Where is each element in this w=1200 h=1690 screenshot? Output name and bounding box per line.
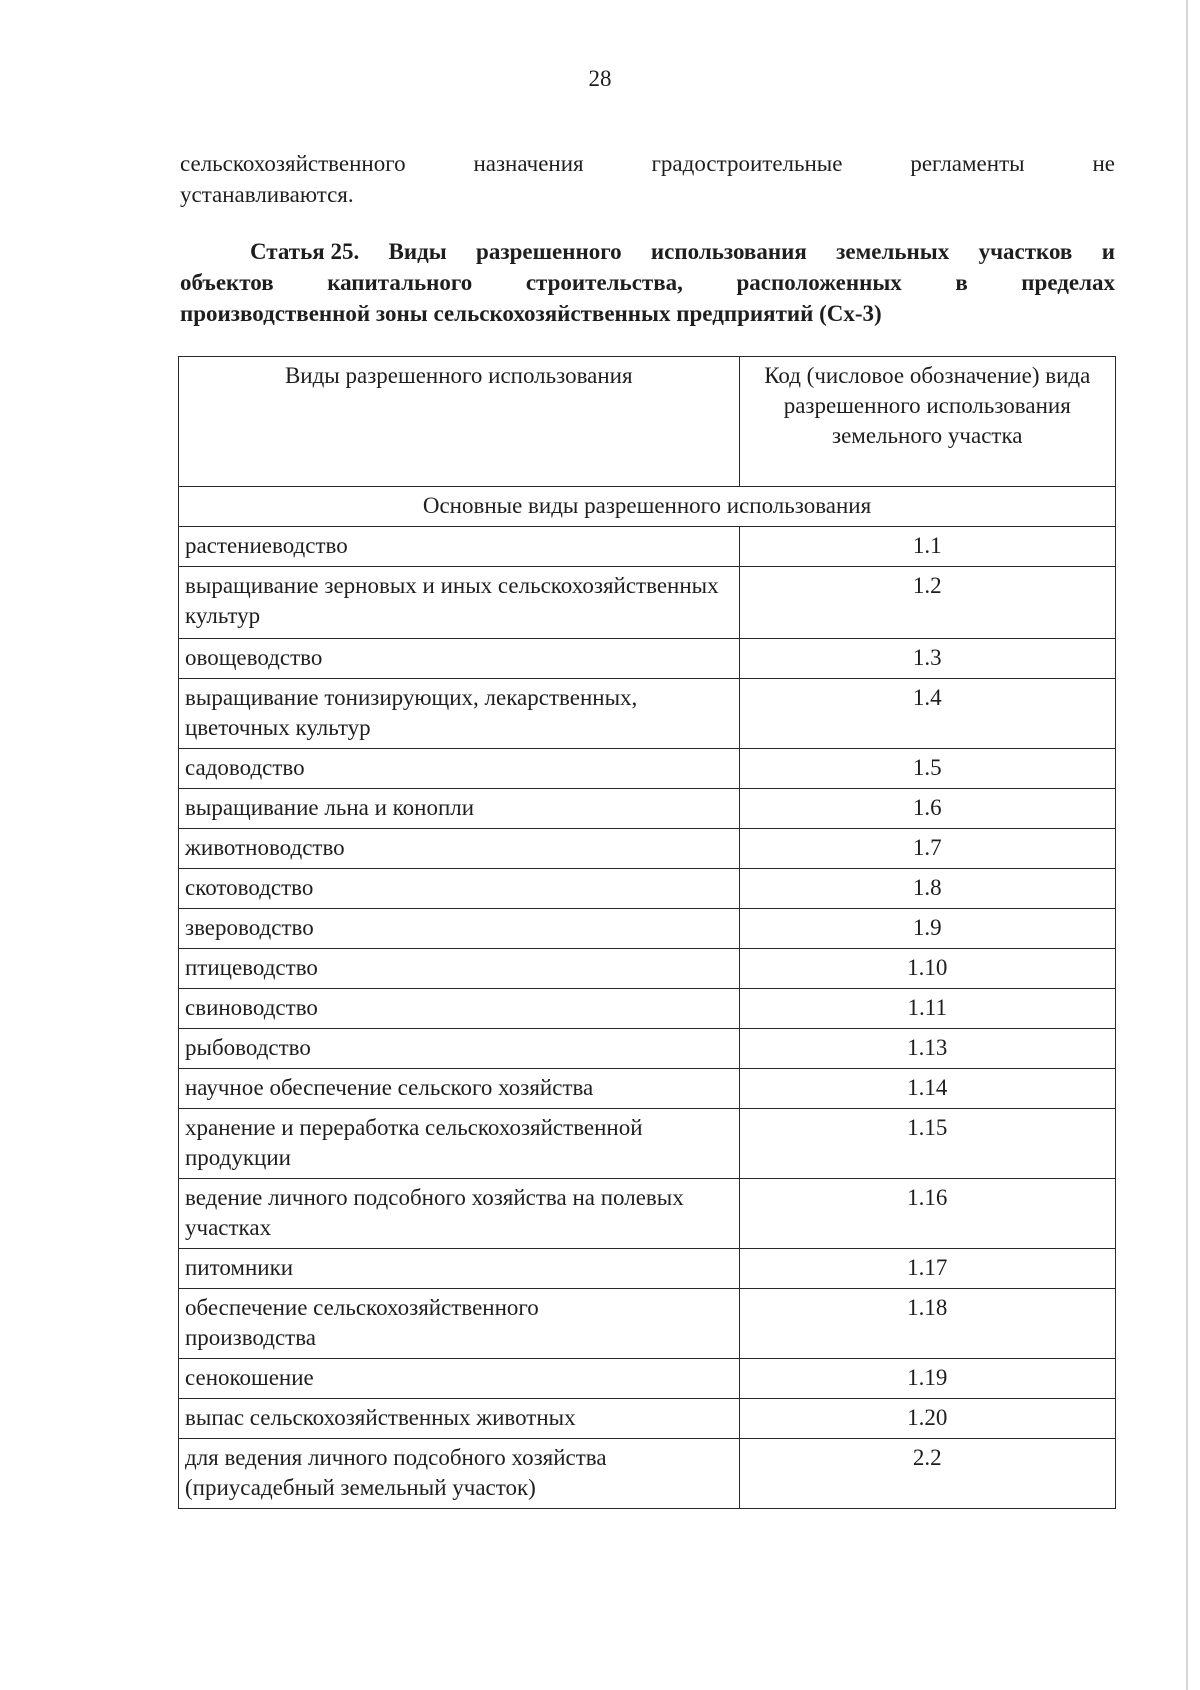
use-cell: птицеводство (179, 949, 740, 989)
code-cell: 1.19 (739, 1359, 1116, 1399)
use-cell: скотоводство (179, 869, 740, 909)
article-heading (180, 236, 1115, 329)
table-row (179, 1249, 1116, 1289)
heading-word: пределах (1021, 270, 1115, 295)
intro-word: назначения (473, 151, 584, 176)
table-row (179, 1289, 1116, 1359)
intro-word: регламенты (910, 151, 1025, 176)
code-cell: 1.5 (739, 749, 1116, 789)
heading-word: в (955, 270, 968, 295)
intro-word: градостроительные (651, 151, 843, 176)
group-title: Основные виды разрешенного использования (179, 487, 1116, 527)
code-cell: 1.18 (739, 1289, 1116, 1359)
table-row (179, 829, 1116, 869)
table-row (179, 1399, 1116, 1439)
table-row (179, 1359, 1116, 1399)
heading-word: Статья 25. (250, 239, 360, 264)
code-cell: 1.13 (739, 1029, 1116, 1069)
intro-paragraph (180, 148, 1115, 210)
heading-word: Виды (388, 239, 447, 264)
use-cell: сенокошение (179, 1359, 740, 1399)
table-row (179, 1439, 1116, 1509)
land-use-table (178, 356, 1116, 1509)
table-row (179, 869, 1116, 909)
heading-word: и (1101, 239, 1115, 264)
heading-word: строительства, (525, 270, 683, 295)
heading-word: расположенных (736, 270, 902, 295)
code-cell: 1.4 (739, 679, 1116, 749)
table-row (179, 989, 1116, 1029)
group-row (179, 487, 1116, 527)
page-number: 28 (588, 66, 612, 91)
use-cell: для ведения личного подсобного хозяйства (приусадебный земельный участок) (179, 1439, 740, 1509)
code-cell: 1.11 (739, 989, 1116, 1029)
intro-line-2: устанавливаются. (180, 182, 354, 207)
heading-word: объектов (180, 270, 274, 295)
table-row (179, 639, 1116, 679)
use-cell: звероводство (179, 909, 740, 949)
heading-word: разрешенного (476, 239, 622, 264)
intro-line-1 (180, 148, 1115, 179)
table-header-row (179, 357, 1116, 487)
use-cell: научное обеспечение сельского хозяйства (179, 1069, 740, 1109)
use-cell: выпас сельскохозяйственных животных (179, 1399, 740, 1439)
code-cell: 1.8 (739, 869, 1116, 909)
use-cell: овощеводство (179, 639, 740, 679)
intro-word: сельскохозяйственного (180, 151, 406, 176)
heading-word: земельных (836, 239, 950, 264)
heading-line-1 (180, 236, 1115, 267)
use-cell: садоводство (179, 749, 740, 789)
code-cell: 1.1 (739, 527, 1116, 567)
use-cell: хранение и переработка сельскохозяйственной продукции (179, 1109, 740, 1179)
use-cell: растениеводство (179, 527, 740, 567)
code-cell: 2.2 (739, 1439, 1116, 1509)
code-cell: 1.9 (739, 909, 1116, 949)
use-cell: питомники (179, 1249, 740, 1289)
table-row (179, 567, 1116, 639)
table-row (179, 1109, 1116, 1179)
code-cell: 1.16 (739, 1179, 1116, 1249)
code-cell: 1.10 (739, 949, 1116, 989)
heading-word: участков (978, 239, 1073, 264)
table-row (179, 949, 1116, 989)
table-row (179, 749, 1116, 789)
code-cell: 1.20 (739, 1399, 1116, 1439)
use-cell: выращивание зерновых и иных сельскохозяйственных культур (179, 567, 740, 639)
heading-word: капитального (327, 270, 473, 295)
heading-line-2 (180, 267, 1115, 298)
table-row (179, 789, 1116, 829)
code-cell: 1.14 (739, 1069, 1116, 1109)
table-row (179, 1029, 1116, 1069)
use-cell: животноводство (179, 829, 740, 869)
heading-word: использования (650, 239, 807, 264)
table-row (179, 1179, 1116, 1249)
table-row (179, 679, 1116, 749)
code-cell: 1.6 (739, 789, 1116, 829)
code-cell: 1.17 (739, 1249, 1116, 1289)
code-cell: 1.7 (739, 829, 1116, 869)
table-row (179, 527, 1116, 567)
intro-word: не (1092, 151, 1115, 176)
code-cell: 1.15 (739, 1109, 1116, 1179)
heading-line-3: производственной зоны сельскохозяйственных предприятий (Сх-3) (180, 301, 882, 326)
use-cell: ведение личного подсобного хозяйства на полевых участках (179, 1179, 740, 1249)
header-code: Код (числовое обозначение) вида разрешенного использования земельного участка (739, 357, 1116, 487)
header-use-type: Виды разрешенного использования (179, 357, 740, 487)
table-row (179, 909, 1116, 949)
use-cell: обеспечение сельскохозяйственного производства (179, 1289, 740, 1359)
table-row (179, 1069, 1116, 1109)
use-cell: выращивание тонизирующих, лекарственных, цветочных культур (179, 679, 740, 749)
code-cell: 1.3 (739, 639, 1116, 679)
page-edge-line (1186, 0, 1188, 1690)
code-cell: 1.2 (739, 567, 1116, 639)
use-cell: выращивание льна и конопли (179, 789, 740, 829)
use-cell: свиноводство (179, 989, 740, 1029)
use-cell: рыбоводство (179, 1029, 740, 1069)
